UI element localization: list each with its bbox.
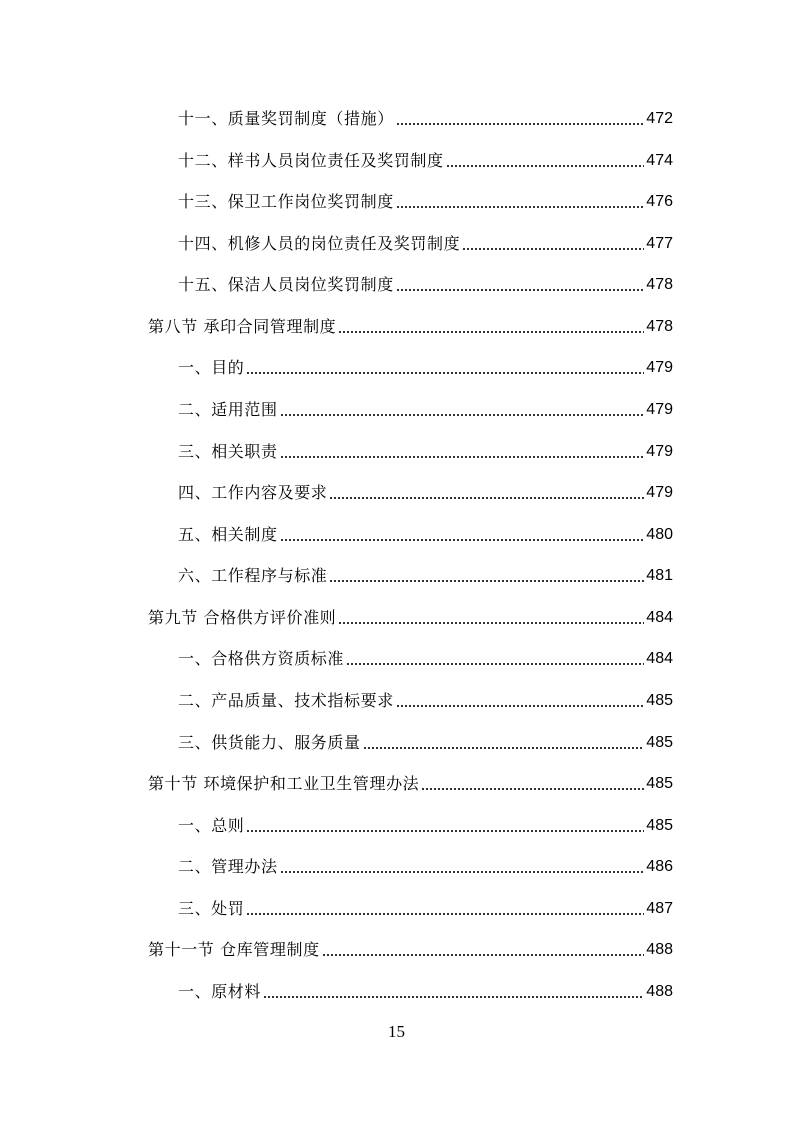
toc-entry[interactable] [178, 645, 673, 669]
toc-entry-title: 十四、机修人员的岗位责任及奖罚制度 [178, 234, 461, 253]
toc-dot-leader [396, 289, 644, 291]
toc-entry-page: 481 [646, 567, 673, 584]
toc-entry-title: 六、工作程序与标准 [178, 566, 328, 585]
toc-dot-leader [396, 123, 644, 125]
toc-entry-page: 474 [646, 152, 673, 169]
toc-entry-page: 484 [646, 650, 673, 667]
toc-entry-title: 一、总则 [178, 816, 245, 835]
toc-entry-page: 488 [646, 983, 673, 1000]
toc-entry-page: 476 [646, 193, 673, 210]
toc-entry-title: 三、相关职责 [178, 442, 278, 461]
toc-entry-title: 二、管理办法 [178, 857, 278, 876]
toc-entry[interactable] [178, 521, 673, 545]
toc-section-entry[interactable] [148, 770, 673, 794]
toc-section-entry[interactable] [148, 936, 673, 960]
toc-dot-leader [421, 788, 644, 790]
toc-entry[interactable] [178, 396, 673, 420]
toc-entry-title: 二、产品质量、技术指标要求 [178, 691, 394, 710]
toc-entry-page: 472 [646, 110, 673, 127]
toc-entry-title: 十一、质量奖罚制度（措施） [178, 109, 394, 128]
toc-entry-title: 第九节 合格供方评价准则 [148, 608, 337, 627]
toc-section-entry[interactable] [148, 313, 673, 337]
toc-entry[interactable] [178, 895, 673, 919]
toc-entry[interactable] [178, 853, 673, 877]
toc-dot-leader [280, 456, 645, 458]
toc-dot-leader [246, 913, 644, 915]
toc-dot-leader [329, 580, 644, 582]
toc-entry-page: 485 [646, 692, 673, 709]
toc-dot-leader [280, 539, 645, 541]
toc-dot-leader [280, 871, 645, 873]
toc-entry[interactable] [178, 188, 673, 212]
toc-entry-page: 477 [646, 235, 673, 252]
toc-entry-title: 三、供货能力、服务质量 [178, 733, 361, 752]
toc-entry-title: 一、原材料 [178, 982, 262, 1001]
toc-entry-title: 一、目的 [178, 358, 245, 377]
toc-dot-leader [396, 705, 644, 707]
toc-entry-page: 485 [646, 734, 673, 751]
toc-entry-page: 479 [646, 401, 673, 418]
toc-entry-title: 第十一节 仓库管理制度 [148, 940, 320, 959]
toc-entry-page: 478 [646, 276, 673, 293]
toc-dot-leader [346, 663, 644, 665]
toc-entry[interactable] [178, 147, 673, 171]
toc-entry-page: 479 [646, 443, 673, 460]
toc-entry-title: 二、适用范围 [178, 400, 278, 419]
toc-dot-leader [322, 954, 645, 956]
toc-entry-page: 485 [646, 775, 673, 792]
toc-entry[interactable] [178, 354, 673, 378]
toc-entry[interactable] [178, 687, 673, 711]
toc-entry-title: 三、处罚 [178, 899, 245, 918]
toc-dot-leader [329, 497, 644, 499]
toc-entry-page: 486 [646, 858, 673, 875]
toc-entry-page: 478 [646, 318, 673, 335]
toc-entry[interactable] [178, 105, 673, 129]
toc-entry-title: 一、合格供方资质标准 [178, 649, 345, 668]
toc-entry[interactable] [178, 271, 673, 295]
toc-dot-leader [280, 414, 645, 416]
toc-entry-page: 479 [646, 484, 673, 501]
toc-entry-title: 五、相关制度 [178, 525, 278, 544]
toc-entry[interactable] [178, 230, 673, 254]
toc-entry-page: 479 [646, 359, 673, 376]
toc-entry[interactable] [178, 978, 673, 1002]
toc-dot-leader [338, 622, 644, 624]
toc-entry-title: 十五、保洁人员岗位奖罚制度 [178, 275, 394, 294]
toc-entry-page: 487 [646, 900, 673, 917]
toc-entry-title: 第八节 承印合同管理制度 [148, 317, 337, 336]
toc-entry[interactable] [178, 729, 673, 753]
toc-dot-leader [363, 747, 645, 749]
toc-entry-page: 488 [646, 941, 673, 958]
toc-entry[interactable] [178, 479, 673, 503]
toc-entry[interactable] [178, 562, 673, 586]
toc-entry-page: 480 [646, 526, 673, 543]
toc-dot-leader [246, 372, 644, 374]
toc-dot-leader [246, 830, 644, 832]
toc-entry[interactable] [178, 438, 673, 462]
toc-dot-leader [446, 165, 645, 167]
toc-entry-title: 四、工作内容及要求 [178, 483, 328, 502]
toc-entry[interactable] [178, 812, 673, 836]
toc-entry-title: 十三、保卫工作岗位奖罚制度 [178, 192, 394, 211]
toc-entry-title: 十二、样书人员岗位责任及奖罚制度 [178, 151, 444, 170]
toc-entry-title: 第十节 环境保护和工业卫生管理办法 [148, 774, 420, 793]
page-number: 15 [388, 1022, 405, 1041]
toc-entry-page: 485 [646, 817, 673, 834]
toc-section-entry[interactable] [148, 604, 673, 628]
toc-dot-leader [462, 248, 644, 250]
toc-entry-page: 484 [646, 609, 673, 626]
toc-dot-leader [338, 331, 644, 333]
toc-dot-leader [396, 206, 644, 208]
toc-dot-leader [263, 996, 644, 998]
